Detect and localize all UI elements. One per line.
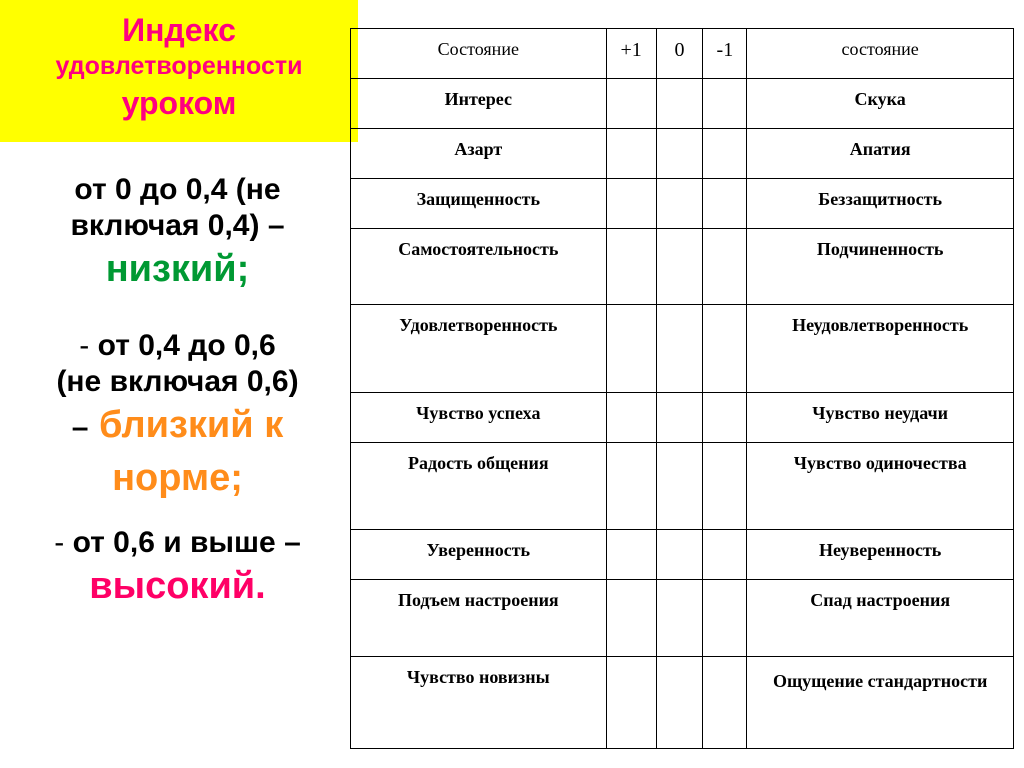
negative-state: Неуверенность [747, 530, 1014, 580]
header-minus-one: -1 [703, 29, 747, 79]
mid-range-b: (не включая 0,6) [56, 365, 299, 398]
high-range-line [0, 525, 355, 561]
score-cell-zero[interactable] [656, 443, 703, 530]
positive-state: Азарт [351, 129, 607, 179]
score-cell-zero[interactable] [656, 580, 703, 657]
table-row [351, 129, 1014, 179]
low-range-b: включая 0,4) – [70, 209, 285, 242]
positive-state: Уверенность [351, 530, 607, 580]
score-cell-zero[interactable] [656, 305, 703, 393]
header-state-positive: Состояние [351, 29, 607, 79]
positive-state: Чувство успеха [351, 393, 607, 443]
mid-label-line [0, 400, 355, 453]
header-zero: 0 [656, 29, 703, 79]
table-row [351, 79, 1014, 129]
title-line-1: Индекс [122, 12, 236, 48]
negative-state: Апатия [747, 129, 1014, 179]
score-cell-zero[interactable] [656, 179, 703, 229]
positive-state: Защищенность [351, 179, 607, 229]
score-cell-minus[interactable] [703, 443, 747, 530]
positive-state: Чувство новизны [351, 657, 607, 749]
high-dash: - [54, 526, 65, 559]
score-cell-minus[interactable] [703, 657, 747, 749]
negative-state: Подчиненность [747, 229, 1014, 305]
score-cell-plus[interactable] [606, 530, 656, 580]
score-cell-zero[interactable] [656, 657, 703, 749]
table-row [351, 443, 1014, 530]
title-line-3: уроком [121, 85, 237, 121]
mid-label-b: норме; [112, 457, 243, 499]
spacer [0, 294, 355, 328]
table-row [351, 229, 1014, 305]
mid-label-a: близкий к [99, 404, 284, 446]
score-cell-zero[interactable] [656, 530, 703, 580]
score-cell-plus[interactable] [606, 179, 656, 229]
negative-state: Беззащитность [747, 179, 1014, 229]
score-cell-plus[interactable] [606, 129, 656, 179]
negative-state: Чувство неудачи [747, 393, 1014, 443]
table-row [351, 530, 1014, 580]
positive-state: Удовлетворенность [351, 305, 607, 393]
score-cell-minus[interactable] [703, 229, 747, 305]
title-line-2: удовлетворенности [55, 52, 303, 80]
negative-state: Спад настроения [747, 580, 1014, 657]
header-state-negative: состояние [747, 29, 1014, 79]
score-cell-plus[interactable] [606, 580, 656, 657]
score-cell-zero[interactable] [656, 229, 703, 305]
mid-range-a-line [0, 328, 355, 364]
positive-state: Радость общения [351, 443, 607, 530]
title-box [0, 0, 358, 142]
score-cell-plus[interactable] [606, 443, 656, 530]
score-cell-plus[interactable] [606, 657, 656, 749]
low-label: низкий; [105, 248, 250, 290]
survey-table [350, 28, 1014, 749]
table-row [351, 657, 1014, 749]
score-cell-minus[interactable] [703, 580, 747, 657]
table-row [351, 393, 1014, 443]
positive-state: Интерес [351, 79, 607, 129]
score-cell-plus[interactable] [606, 305, 656, 393]
table-row [351, 179, 1014, 229]
negative-state: Чувство одиночества [747, 443, 1014, 530]
score-cell-plus[interactable] [606, 79, 656, 129]
high-label: высокий. [89, 565, 266, 607]
mid-range-a: от 0,4 до 0,6 [97, 329, 276, 362]
score-cell-minus[interactable] [703, 305, 747, 393]
negative-state: Ощущение стандартности [747, 657, 1014, 749]
table-row [351, 580, 1014, 657]
score-cell-minus[interactable] [703, 129, 747, 179]
mid-dash: - [79, 329, 90, 362]
header-plus-one: +1 [606, 29, 656, 79]
high-range-a: от 0,6 и выше – [72, 526, 301, 559]
positive-state: Самостоятельность [351, 229, 607, 305]
positive-state: Подъем настроения [351, 580, 607, 657]
score-cell-zero[interactable] [656, 79, 703, 129]
score-cell-minus[interactable] [703, 179, 747, 229]
score-cell-minus[interactable] [703, 79, 747, 129]
table-row [351, 305, 1014, 393]
score-cell-plus[interactable] [606, 393, 656, 443]
mid-range-c: – [71, 411, 89, 444]
score-cell-plus[interactable] [606, 229, 656, 305]
table-header-row [351, 29, 1014, 79]
low-range-a: от 0 до 0,4 (не [74, 173, 281, 206]
negative-state: Неудовлетворенность [747, 305, 1014, 393]
score-cell-zero[interactable] [656, 129, 703, 179]
score-cell-zero[interactable] [656, 393, 703, 443]
spacer [0, 503, 355, 525]
scale-description [0, 172, 355, 611]
negative-state: Скука [747, 79, 1014, 129]
score-cell-minus[interactable] [703, 393, 747, 443]
score-cell-minus[interactable] [703, 530, 747, 580]
